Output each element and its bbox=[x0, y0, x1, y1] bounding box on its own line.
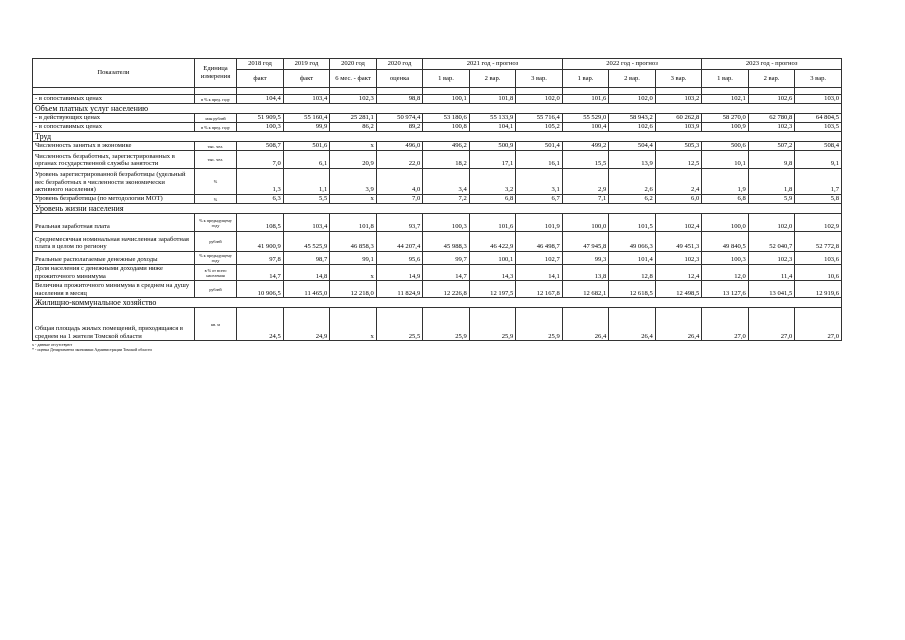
value-cell: 100,1 bbox=[469, 252, 516, 265]
value-cell: 49 840,5 bbox=[702, 232, 749, 252]
variant-header: 3 вар. bbox=[795, 70, 842, 88]
value-cell: 98,8 bbox=[376, 95, 423, 104]
value-cell: 25,9 bbox=[516, 308, 563, 341]
value-cell: 100,8 bbox=[423, 123, 470, 132]
variant-header: 2 вар. bbox=[748, 70, 795, 88]
value-cell: 102,3 bbox=[655, 252, 702, 265]
value-cell: 14,7 bbox=[423, 265, 470, 281]
value-cell: 26,4 bbox=[655, 308, 702, 341]
value-cell: 55 133,9 bbox=[469, 114, 516, 123]
indicator-cell: Уровень безработицы (по методологии МОТ) bbox=[33, 195, 195, 204]
value-cell: 12 197,5 bbox=[469, 281, 516, 298]
value-cell: 102,4 bbox=[655, 214, 702, 232]
value-cell: 100,3 bbox=[702, 252, 749, 265]
unit-cell: % bbox=[194, 169, 236, 195]
value-cell: 53 180,6 bbox=[423, 114, 470, 123]
value-cell: 1,1 bbox=[283, 169, 330, 195]
value-cell: 103,4 bbox=[283, 214, 330, 232]
section-title: Жилищно-коммунальное хозяйство bbox=[33, 298, 842, 308]
value-cell: 60 262,8 bbox=[655, 114, 702, 123]
value-cell: 100,3 bbox=[237, 123, 284, 132]
value-cell: 14,8 bbox=[283, 265, 330, 281]
variant-header: факт bbox=[283, 70, 330, 88]
value-cell: 3,1 bbox=[516, 169, 563, 195]
value-cell: 12 682,1 bbox=[562, 281, 609, 298]
value-cell: 41 900,9 bbox=[237, 232, 284, 252]
value-cell: 95,6 bbox=[376, 252, 423, 265]
indicator-cell: - в сопоставимых ценах bbox=[33, 95, 195, 104]
empty-cell bbox=[702, 88, 749, 95]
value-cell: 500,6 bbox=[702, 142, 749, 151]
value-cell: 102,6 bbox=[748, 95, 795, 104]
indicator-cell: - в сопоставимых ценах bbox=[33, 123, 195, 132]
variant-header: 1 вар. bbox=[702, 70, 749, 88]
section-row bbox=[33, 132, 842, 142]
value-cell: 103,2 bbox=[655, 95, 702, 104]
unit-cell: рублей bbox=[194, 281, 236, 298]
value-cell: 508,7 bbox=[237, 142, 284, 151]
value-cell: 86,2 bbox=[330, 123, 377, 132]
value-cell: 15,5 bbox=[562, 151, 609, 169]
table-row bbox=[33, 252, 842, 265]
value-cell: 99,9 bbox=[283, 123, 330, 132]
value-cell: 12,8 bbox=[609, 265, 656, 281]
section-row bbox=[33, 204, 842, 214]
value-cell: 13,8 bbox=[562, 265, 609, 281]
value-cell: 3,4 bbox=[423, 169, 470, 195]
value-cell: 55 716,4 bbox=[516, 114, 563, 123]
value-cell: 102,1 bbox=[702, 95, 749, 104]
value-cell: 49 066,3 bbox=[609, 232, 656, 252]
value-cell: 45 525,9 bbox=[283, 232, 330, 252]
value-cell: 101,8 bbox=[469, 95, 516, 104]
value-cell: 105,2 bbox=[516, 123, 563, 132]
value-cell: 3,9 bbox=[330, 169, 377, 195]
empty-cell bbox=[748, 88, 795, 95]
value-cell: 7,0 bbox=[376, 195, 423, 204]
value-cell: 99,7 bbox=[423, 252, 470, 265]
value-cell: 104,1 bbox=[469, 123, 516, 132]
table-row bbox=[33, 151, 842, 169]
spacer-row bbox=[33, 88, 842, 95]
value-cell: 13 127,6 bbox=[702, 281, 749, 298]
section-row bbox=[33, 298, 842, 308]
value-cell: 55 529,0 bbox=[562, 114, 609, 123]
value-cell: 6,7 bbox=[516, 195, 563, 204]
value-cell: 26,4 bbox=[562, 308, 609, 341]
empty-cell bbox=[516, 88, 563, 95]
period-header: 2022 год - прогноз bbox=[562, 59, 702, 70]
value-cell: 12 226,8 bbox=[423, 281, 470, 298]
value-cell: x bbox=[330, 195, 377, 204]
value-cell: 101,6 bbox=[469, 214, 516, 232]
value-cell: 14,7 bbox=[237, 265, 284, 281]
value-cell: 11 465,0 bbox=[283, 281, 330, 298]
value-cell: 13,9 bbox=[609, 151, 656, 169]
unit-cell: тыс. чел. bbox=[194, 142, 236, 151]
section-title: Объем платных услуг населению bbox=[33, 104, 842, 114]
value-cell: 10,6 bbox=[795, 265, 842, 281]
indicator-cell: Уровень зарегистрированной безработицы (удельный вес безработных в численности экономически активного населения) bbox=[33, 169, 195, 195]
value-cell: 102,7 bbox=[516, 252, 563, 265]
table-row bbox=[33, 281, 842, 298]
unit-cell: % к предыдущему году bbox=[194, 214, 236, 232]
value-cell: 46 422,9 bbox=[469, 232, 516, 252]
value-cell: 1,8 bbox=[748, 169, 795, 195]
value-cell: 4,0 bbox=[376, 169, 423, 195]
variant-header: факт bbox=[237, 70, 284, 88]
value-cell: 97,8 bbox=[237, 252, 284, 265]
value-cell: 6,2 bbox=[609, 195, 656, 204]
value-cell: 99,1 bbox=[330, 252, 377, 265]
value-cell: 101,6 bbox=[562, 95, 609, 104]
unit-cell: в % к пред. году bbox=[194, 123, 236, 132]
footnote: х - данные отсутствуют bbox=[32, 342, 73, 347]
value-cell: 44 207,4 bbox=[376, 232, 423, 252]
indicator-cell: Величина прожиточного минимума в среднем на душу населения в месяц bbox=[33, 281, 195, 298]
value-cell: 6,8 bbox=[702, 195, 749, 204]
section-title: Уровень жизни населения bbox=[33, 204, 842, 214]
value-cell: 12 919,6 bbox=[795, 281, 842, 298]
value-cell: 101,5 bbox=[609, 214, 656, 232]
value-cell: 500,9 bbox=[469, 142, 516, 151]
value-cell: 102,0 bbox=[516, 95, 563, 104]
value-cell: 47 945,8 bbox=[562, 232, 609, 252]
period-header: 2020 год bbox=[376, 59, 423, 70]
value-cell: 18,2 bbox=[423, 151, 470, 169]
empty-cell bbox=[655, 88, 702, 95]
value-cell: 58 943,2 bbox=[609, 114, 656, 123]
empty-cell bbox=[283, 88, 330, 95]
table-row bbox=[33, 169, 842, 195]
empty-cell bbox=[469, 88, 516, 95]
table-row bbox=[33, 195, 842, 204]
value-cell: 499,2 bbox=[562, 142, 609, 151]
value-cell: 501,4 bbox=[516, 142, 563, 151]
unit-header: Единица измерения bbox=[194, 59, 236, 88]
indicator-cell: - в действующих ценах bbox=[33, 114, 195, 123]
unit-cell: тыс. чел. bbox=[194, 151, 236, 169]
value-cell: 45 988,3 bbox=[423, 232, 470, 252]
value-cell: 12 618,5 bbox=[609, 281, 656, 298]
value-cell: 102,3 bbox=[748, 252, 795, 265]
table-header bbox=[33, 59, 842, 88]
section-title: Труд bbox=[33, 132, 842, 142]
value-cell: 6,8 bbox=[469, 195, 516, 204]
value-cell: 7,1 bbox=[562, 195, 609, 204]
value-cell: 12,5 bbox=[655, 151, 702, 169]
value-cell: 89,2 bbox=[376, 123, 423, 132]
empty-cell bbox=[423, 88, 470, 95]
value-cell: 501,6 bbox=[283, 142, 330, 151]
table-row bbox=[33, 265, 842, 281]
value-cell: 103,9 bbox=[655, 123, 702, 132]
variant-header: 1 вар. bbox=[423, 70, 470, 88]
value-cell: 99,3 bbox=[562, 252, 609, 265]
value-cell: 104,4 bbox=[237, 95, 284, 104]
value-cell: 62 780,8 bbox=[748, 114, 795, 123]
table-row bbox=[33, 308, 842, 341]
value-cell: 3,2 bbox=[469, 169, 516, 195]
value-cell: 7,2 bbox=[423, 195, 470, 204]
value-cell: 100,4 bbox=[562, 123, 609, 132]
unit-cell: в % к пред. году bbox=[194, 95, 236, 104]
value-cell: 504,4 bbox=[609, 142, 656, 151]
value-cell: 1,7 bbox=[795, 169, 842, 195]
value-cell: 103,4 bbox=[283, 95, 330, 104]
value-cell: 14,9 bbox=[376, 265, 423, 281]
value-cell: 108,5 bbox=[237, 214, 284, 232]
value-cell: 12 498,5 bbox=[655, 281, 702, 298]
value-cell: 102,0 bbox=[748, 214, 795, 232]
value-cell: 51 909,5 bbox=[237, 114, 284, 123]
value-cell: 13 041,5 bbox=[748, 281, 795, 298]
value-cell: 25 281,1 bbox=[330, 114, 377, 123]
value-cell: 27,0 bbox=[748, 308, 795, 341]
unit-cell: кв. м bbox=[194, 308, 236, 341]
table-body bbox=[33, 88, 842, 341]
table-row bbox=[33, 95, 842, 104]
empty-cell bbox=[237, 88, 284, 95]
value-cell: x bbox=[330, 142, 377, 151]
value-cell: 52 040,7 bbox=[748, 232, 795, 252]
value-cell: 101,8 bbox=[330, 214, 377, 232]
indicator-cell: Общая площадь жилых помещений, приходящаяся в среднем на 1 жителя Томской области bbox=[33, 308, 195, 341]
value-cell: 100,1 bbox=[423, 95, 470, 104]
value-cell: 102,3 bbox=[748, 123, 795, 132]
value-cell: 46 858,3 bbox=[330, 232, 377, 252]
indicator-cell: Численность занятых в экономике bbox=[33, 142, 195, 151]
variant-header: 2 вар. bbox=[469, 70, 516, 88]
value-cell: 101,4 bbox=[609, 252, 656, 265]
value-cell: 496,2 bbox=[423, 142, 470, 151]
value-cell: 5,9 bbox=[748, 195, 795, 204]
value-cell: 6,0 bbox=[655, 195, 702, 204]
table-row bbox=[33, 142, 842, 151]
value-cell: 102,6 bbox=[609, 123, 656, 132]
footnotes bbox=[32, 342, 152, 352]
value-cell: 102,3 bbox=[330, 95, 377, 104]
variant-header: 2 вар. bbox=[609, 70, 656, 88]
empty-cell bbox=[33, 88, 195, 95]
value-cell: x bbox=[330, 308, 377, 341]
value-cell: 507,2 bbox=[748, 142, 795, 151]
indicator-cell: Реальные располагаемые денежные доходы bbox=[33, 252, 195, 265]
variant-header: 3 вар. bbox=[655, 70, 702, 88]
period-header: 2020 год bbox=[330, 59, 377, 70]
value-cell: 49 451,3 bbox=[655, 232, 702, 252]
empty-cell bbox=[562, 88, 609, 95]
value-cell: 103,5 bbox=[795, 123, 842, 132]
unit-cell: в % от всего населения bbox=[194, 265, 236, 281]
value-cell: 58 270,0 bbox=[702, 114, 749, 123]
value-cell: 11,4 bbox=[748, 265, 795, 281]
value-cell: 20,9 bbox=[330, 151, 377, 169]
table-row bbox=[33, 114, 842, 123]
value-cell: 100,3 bbox=[423, 214, 470, 232]
value-cell: 5,5 bbox=[283, 195, 330, 204]
indicator-header: Показатели bbox=[33, 59, 195, 88]
value-cell: 102,9 bbox=[795, 214, 842, 232]
value-cell: 14,3 bbox=[469, 265, 516, 281]
table-row bbox=[33, 232, 842, 252]
value-cell: 50 974,4 bbox=[376, 114, 423, 123]
value-cell: 11 824,9 bbox=[376, 281, 423, 298]
value-cell: 6,1 bbox=[283, 151, 330, 169]
variant-header: оценка bbox=[376, 70, 423, 88]
value-cell: 9,8 bbox=[748, 151, 795, 169]
value-cell: 9,1 bbox=[795, 151, 842, 169]
forecast-table bbox=[32, 58, 842, 341]
value-cell: 100,9 bbox=[702, 123, 749, 132]
value-cell: 27,0 bbox=[702, 308, 749, 341]
unit-cell: % к предыдущему году bbox=[194, 252, 236, 265]
value-cell: 508,4 bbox=[795, 142, 842, 151]
empty-cell bbox=[376, 88, 423, 95]
value-cell: 64 804,5 bbox=[795, 114, 842, 123]
period-header: 2021 год - прогноз bbox=[423, 59, 563, 70]
value-cell: 1,3 bbox=[237, 169, 284, 195]
value-cell: 505,3 bbox=[655, 142, 702, 151]
value-cell: 26,4 bbox=[609, 308, 656, 341]
period-header: 2023 год - прогноз bbox=[702, 59, 842, 70]
indicator-cell: Реальная заработная плата bbox=[33, 214, 195, 232]
unit-cell: рублей bbox=[194, 232, 236, 252]
table-row bbox=[33, 123, 842, 132]
value-cell: 101,9 bbox=[516, 214, 563, 232]
value-cell: 1,9 bbox=[702, 169, 749, 195]
value-cell: 2,9 bbox=[562, 169, 609, 195]
value-cell: 2,4 bbox=[655, 169, 702, 195]
value-cell: 17,1 bbox=[469, 151, 516, 169]
value-cell: 16,1 bbox=[516, 151, 563, 169]
indicator-cell: Среднемесячная номинальная начисленная заработная плата в целом по региону bbox=[33, 232, 195, 252]
value-cell: 496,0 bbox=[376, 142, 423, 151]
value-cell: 100,0 bbox=[702, 214, 749, 232]
section-row bbox=[33, 104, 842, 114]
value-cell: 14,1 bbox=[516, 265, 563, 281]
value-cell: 55 160,4 bbox=[283, 114, 330, 123]
value-cell: 10 906,5 bbox=[237, 281, 284, 298]
unit-cell: % bbox=[194, 195, 236, 204]
period-header: 2018 год bbox=[237, 59, 284, 70]
value-cell: 98,7 bbox=[283, 252, 330, 265]
value-cell: 46 498,7 bbox=[516, 232, 563, 252]
value-cell: 25,9 bbox=[469, 308, 516, 341]
value-cell: 93,7 bbox=[376, 214, 423, 232]
value-cell: 12,4 bbox=[655, 265, 702, 281]
value-cell: 5,8 bbox=[795, 195, 842, 204]
value-cell: 27,0 bbox=[795, 308, 842, 341]
value-cell: 103,0 bbox=[795, 95, 842, 104]
value-cell: 25,5 bbox=[376, 308, 423, 341]
value-cell: 10,1 bbox=[702, 151, 749, 169]
value-cell: 103,6 bbox=[795, 252, 842, 265]
empty-cell bbox=[609, 88, 656, 95]
variant-header: 3 вар. bbox=[516, 70, 563, 88]
footnote: * - оценка Департамента экономики Администрации Томской области bbox=[32, 347, 152, 352]
value-cell: 6,3 bbox=[237, 195, 284, 204]
value-cell: 100,0 bbox=[562, 214, 609, 232]
value-cell: 24,9 bbox=[283, 308, 330, 341]
value-cell: 22,0 bbox=[376, 151, 423, 169]
value-cell: 12 167,8 bbox=[516, 281, 563, 298]
value-cell: 7,0 bbox=[237, 151, 284, 169]
variant-header: 1 вар. bbox=[562, 70, 609, 88]
indicator-cell: Доля населения с денежными доходами ниже прожиточного минимума bbox=[33, 265, 195, 281]
unit-cell: млн рублей bbox=[194, 114, 236, 123]
value-cell: 25,9 bbox=[423, 308, 470, 341]
indicator-cell: Численность безработных, зарегистрированных в органах государственной службы занятости bbox=[33, 151, 195, 169]
empty-cell bbox=[795, 88, 842, 95]
value-cell: 12,0 bbox=[702, 265, 749, 281]
empty-cell bbox=[194, 88, 236, 95]
value-cell: 52 772,8 bbox=[795, 232, 842, 252]
value-cell: 102,0 bbox=[609, 95, 656, 104]
value-cell: 12 218,0 bbox=[330, 281, 377, 298]
value-cell: 2,6 bbox=[609, 169, 656, 195]
empty-cell bbox=[330, 88, 377, 95]
value-cell: x bbox=[330, 265, 377, 281]
variant-header: 6 мес. - факт bbox=[330, 70, 377, 88]
period-header: 2019 год bbox=[283, 59, 330, 70]
table-row bbox=[33, 214, 842, 232]
value-cell: 24,5 bbox=[237, 308, 284, 341]
